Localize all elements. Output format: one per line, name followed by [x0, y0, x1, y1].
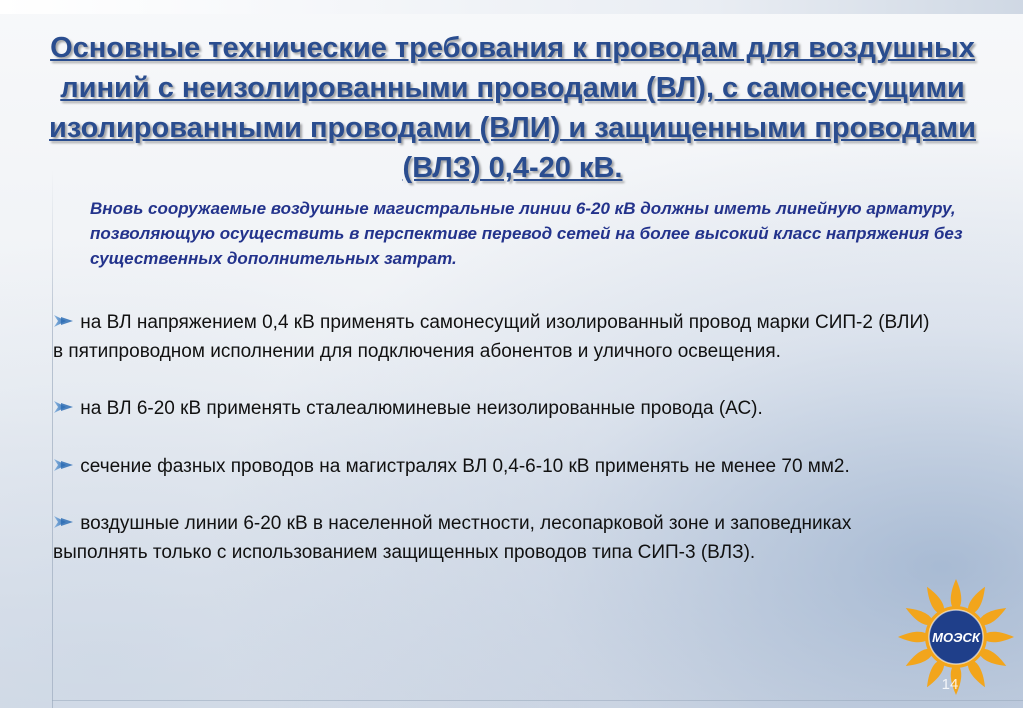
frame-divider-horizontal — [52, 700, 1023, 701]
bullet-item — [53, 395, 933, 424]
bullet-list — [53, 309, 933, 596]
arrow-bullet-icon — [53, 314, 75, 328]
bullet-text: воздушные линии 6-20 кВ в населенной местности, лесопарковой зоне и заповедниках выполнять только с использованием защищенных проводов типа СИП-3 (ВЛЗ). — [53, 513, 852, 563]
bullet-text: на ВЛ 6-20 кВ применять сталеалюминевые неизолированные провода (АС). — [75, 398, 763, 419]
bullet-item — [53, 309, 933, 366]
bullet-text: на ВЛ напряжением 0,4 кВ применять самонесущий изолированный провод марки СИП-2 (ВЛИ) в пятипроводном исполнении для подключения абонентов и уличного освещения. — [53, 312, 930, 362]
top-band — [0, 0, 1023, 14]
logo-text: МОЭСК — [932, 630, 980, 645]
bullet-item — [53, 453, 933, 482]
arrow-bullet-icon — [53, 515, 75, 529]
intro-paragraph: Вновь сооружаемые воздушные магистральные линии 6-20 кВ должны иметь линейную арматуру, позволяющую осуществить в перспективе перевод сетей на более высокий класс напряжения без существенных дополнительных затрат. — [90, 199, 963, 268]
arrow-bullet-icon — [53, 458, 75, 472]
page-number: 14 — [941, 676, 959, 693]
arrow-bullet-icon — [53, 400, 75, 414]
slide-title: Основные технические требования к проводам для воздушных линий с неизолированными проводами (ВЛ), с самонесущими изолированными проводами (ВЛИ) и защищенными проводами (ВЛЗ) 0,4-20 кВ. — [49, 32, 976, 184]
bullet-text: сечение фазных проводов на магистралях ВЛ 0,4-6-10 кВ применять не менее 70 мм2. — [75, 455, 850, 477]
bullet-item — [53, 510, 933, 567]
